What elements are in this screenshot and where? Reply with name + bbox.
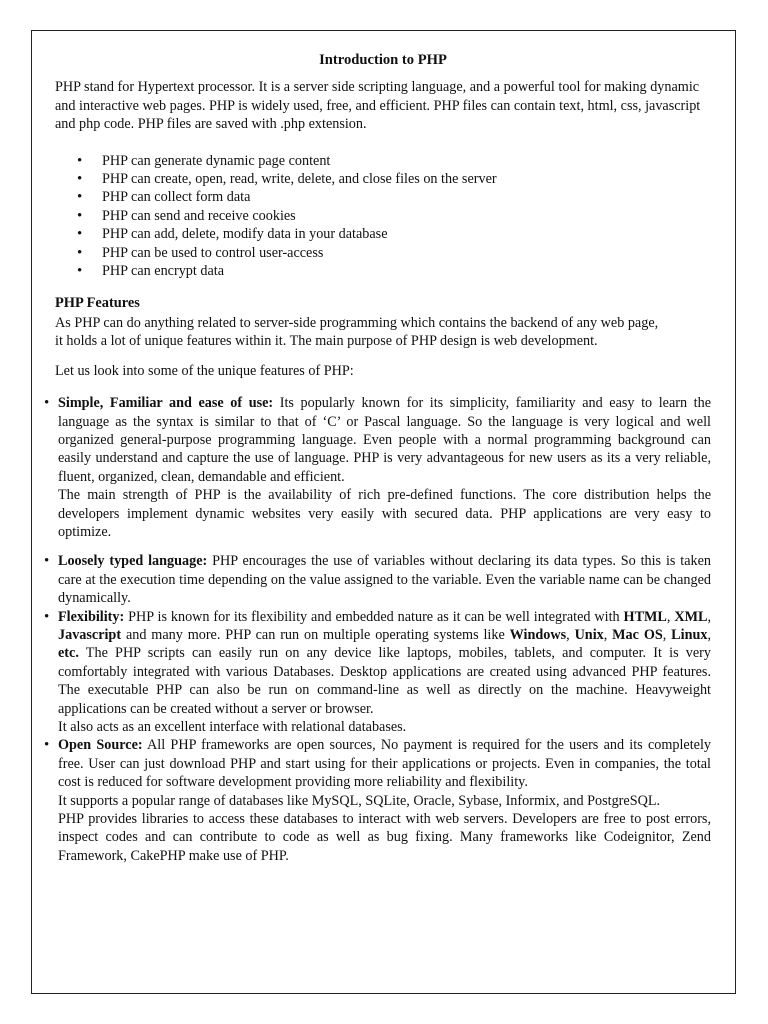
page-frame <box>31 30 736 994</box>
feature-simple-text: Simple, Familiar and ease of use: Its popularly known for its simplicity, familiarity and easy to learn the language as the syntax is similar to that of ‘C’ or Pascal language. So the language is very logical and well organized general-purpose programming language. Even people with a normal programming background can easily understand and capture the use of language. PHP is very advantageous for new users as its a very reliable, fluent, organized, clean, demandable and efficient. <box>58 395 711 485</box>
feature-loose-label: Loosely typed language: <box>58 553 208 570</box>
feature-open-source-extra-2: PHP provides libraries to access these databases to interact with web servers. Developers are free to post errors, inspect codes and can contribute to code as well as bug fixing. Many frameworks like Codeignitor, Zend Framework, CakePHP make use of PHP. <box>58 811 711 864</box>
features-list <box>44 394 712 865</box>
feature-open-source <box>44 736 711 865</box>
list-item: • PHP can collect form data <box>77 188 711 206</box>
feature-open-source-label: Open Source: <box>58 737 143 754</box>
bullet-icon: • <box>44 608 50 625</box>
intro-paragraph: PHP stand for Hypertext processor. It is a server side scripting language, and a powerful tool for making dynamic and interactive web pages. PHP is widely used, free, and efficient. PHP files can contain text, html, css, javascript and php code. PHP files are saved with .php extension. <box>55 79 701 133</box>
feature-flexibility-extra: It also acts as an excellent interface with relational databases. <box>58 719 407 735</box>
list-item: • PHP can encrypt data <box>77 262 711 280</box>
look-into-text: Let us look into some of the unique features of PHP: <box>55 362 354 379</box>
list-item: • PHP can add, delete, modify data in your database <box>77 225 711 243</box>
list-item: • PHP can be used to control user-access <box>77 244 711 262</box>
feature-loose-text: Loosely typed language: PHP encourages the use of variables without declaring its data types. So this is taken care at the execution time depending on the value assigned to the variable. Even the variable name can be changed dynamically. <box>58 553 711 607</box>
features-intro-line-2: it holds a lot of unique features within it. The main purpose of PHP design is web development. <box>55 333 598 350</box>
feature-open-source-extra-1: It supports a popular range of databases like MySQL, SQLite, Oracle, Sybase, Informix, and PostgreSQL. <box>58 792 661 809</box>
features-heading: PHP Features <box>55 295 140 312</box>
page-title: Introduction to PHP <box>319 52 447 68</box>
bullet-icon: • <box>44 553 50 570</box>
feature-flexibility-label: Flexibility: <box>58 608 125 625</box>
feature-flexibility-text: Flexibility: PHP is known for its flexibility and embedded nature as it can be well integrated with HTML, XML, Javascript and many more. PHP can run on multiple operating systems like Windows, Unix, Mac OS, Linux, etc. The PHP scripts can easily run on any device like laptops, mobiles, tablets, and computer. It is very comfortably integrated with various Databases. Desktop applications are created using advanced PHP features. The executable PHP can also be run on command-line as well as directly on the machine. Heavyweight applications can be created without a server or browser. <box>58 608 712 717</box>
list-item: • PHP can create, open, read, write, delete, and close files on the server <box>77 170 711 188</box>
feature-simple-extra: The main strength of PHP is the availability of rich pre-defined functions. The core distribution helps the developers implement dynamic websites very easily with secured data. PHP applications are very easy to optimize. <box>58 487 711 540</box>
feature-simple <box>44 394 711 541</box>
bullet-icon: • <box>44 737 50 754</box>
list-item: • PHP can generate dynamic page content <box>77 152 711 170</box>
feature-flexibility <box>44 608 712 737</box>
bullet-icon: • <box>44 395 50 412</box>
capabilities-list <box>55 152 711 281</box>
features-intro-line-1: As PHP can do anything related to server-side programming which contains the backend of any web page, <box>55 314 659 331</box>
feature-simple-label: Simple, Familiar and ease of use: <box>58 395 274 412</box>
document-body <box>44 51 712 865</box>
list-item: • PHP can send and receive cookies <box>77 207 711 225</box>
feature-loose <box>44 552 711 607</box>
feature-open-source-text: Open Source: All PHP frameworks are open sources, No payment is required for the users and its completely free. User can just download PHP and start using for their applications or projects. Even in companies, the total cost is reduced for software development providing more reliability and flexibility. <box>58 737 711 791</box>
